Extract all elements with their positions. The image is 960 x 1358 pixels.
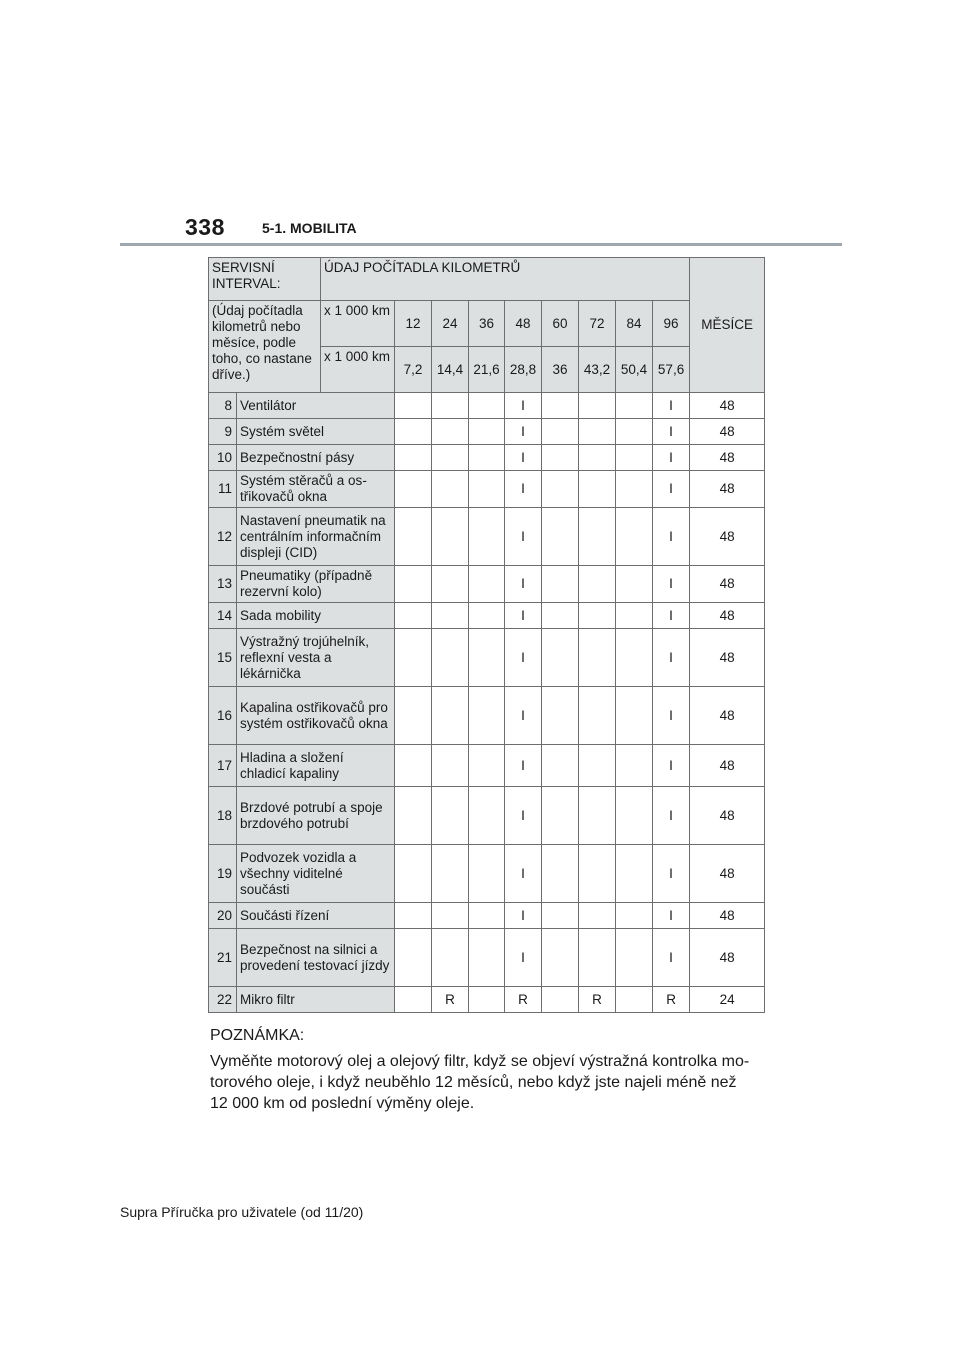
- interval-mark: [432, 745, 469, 787]
- interval-mark: [395, 419, 432, 445]
- row-number: 13: [209, 566, 237, 603]
- table-row: [209, 471, 765, 508]
- interval-mark: I: [653, 745, 690, 787]
- row-months: 48: [690, 445, 765, 471]
- row-item: Hladina a složení chladicí kapaliny: [237, 745, 395, 787]
- interval-mark: I: [505, 687, 542, 745]
- interval-mark: [395, 903, 432, 929]
- row-number: 22: [209, 987, 237, 1013]
- interval-mark: [432, 419, 469, 445]
- interval-mark: [542, 471, 579, 508]
- interval-mark: [432, 393, 469, 419]
- interval-mark: [395, 987, 432, 1013]
- interval-mark: [579, 471, 616, 508]
- interval-mark: [579, 629, 616, 687]
- interval-mark: I: [653, 445, 690, 471]
- interval-mark: [579, 603, 616, 629]
- interval-mark: [579, 845, 616, 903]
- interval-mark: [395, 929, 432, 987]
- interval-mark: [616, 687, 653, 745]
- row-number: 12: [209, 508, 237, 566]
- interval-mark: [432, 508, 469, 566]
- row-item: Podvozek vozidla a všechny viditelné součásti: [237, 845, 395, 903]
- interval-mark: [616, 929, 653, 987]
- interval-mark: R: [579, 987, 616, 1013]
- miles-value: 57,6: [653, 347, 690, 393]
- table-row: [209, 745, 765, 787]
- interval-mark: [542, 745, 579, 787]
- interval-mark: [469, 471, 505, 508]
- km-value: 60: [542, 301, 579, 347]
- row-number: 19: [209, 845, 237, 903]
- row-months: 48: [690, 903, 765, 929]
- interval-mark: [616, 393, 653, 419]
- interval-mark: I: [505, 508, 542, 566]
- row-months: 48: [690, 603, 765, 629]
- interval-mark: I: [505, 393, 542, 419]
- interval-mark: [616, 903, 653, 929]
- km-value: 36: [469, 301, 505, 347]
- row-item: Bezpečnost na silnici a provedení testovací jízdy: [237, 929, 395, 987]
- row-number: 21: [209, 929, 237, 987]
- interval-mark: [542, 393, 579, 419]
- interval-mark: I: [505, 903, 542, 929]
- row-number: 9: [209, 419, 237, 445]
- interval-mark: I: [653, 929, 690, 987]
- table-row: [209, 629, 765, 687]
- km-unit-label: x 1 000 km: [321, 301, 395, 347]
- interval-mark: [542, 929, 579, 987]
- row-number: 11: [209, 471, 237, 508]
- interval-mark: [395, 471, 432, 508]
- interval-mark: [542, 687, 579, 745]
- row-number: 18: [209, 787, 237, 845]
- interval-mark: I: [653, 903, 690, 929]
- interval-mark: I: [505, 603, 542, 629]
- miles-value: 43,2: [579, 347, 616, 393]
- row-item: Ventilátor: [237, 393, 395, 419]
- section-title: 5-1. MOBILITA: [262, 220, 357, 236]
- interval-mark: [542, 508, 579, 566]
- interval-mark: [395, 445, 432, 471]
- row-months: 48: [690, 787, 765, 845]
- table-row: [209, 603, 765, 629]
- interval-mark: I: [653, 471, 690, 508]
- km-value: 48: [505, 301, 542, 347]
- row-number: 15: [209, 629, 237, 687]
- note-label: POZNÁMKA:: [210, 1027, 305, 1044]
- interval-mark: [542, 787, 579, 845]
- interval-mark: [616, 629, 653, 687]
- table-row: [209, 987, 765, 1013]
- km-value: 96: [653, 301, 690, 347]
- interval-mark: I: [653, 603, 690, 629]
- interval-mark: [542, 445, 579, 471]
- maintenance-table: [208, 257, 765, 1013]
- interval-mark: [579, 508, 616, 566]
- table-row: [209, 687, 765, 745]
- interval-mark: [432, 845, 469, 903]
- table-row: [209, 508, 765, 566]
- interval-mark: I: [653, 566, 690, 603]
- interval-mark: [432, 603, 469, 629]
- interval-mark: [395, 393, 432, 419]
- row-item: Bezpečnostní pásy: [237, 445, 395, 471]
- row-months: 24: [690, 987, 765, 1013]
- interval-mark: [579, 929, 616, 987]
- miles-value: 21,6: [469, 347, 505, 393]
- table-row: [209, 845, 765, 903]
- row-number: 20: [209, 903, 237, 929]
- interval-mark: I: [505, 566, 542, 603]
- interval-mark: I: [653, 393, 690, 419]
- interval-mark: [432, 471, 469, 508]
- interval-mark: I: [653, 845, 690, 903]
- header-divider: [120, 243, 842, 246]
- row-number: 16: [209, 687, 237, 745]
- interval-mark: [469, 603, 505, 629]
- row-months: 48: [690, 419, 765, 445]
- interval-mark: [542, 903, 579, 929]
- odometer-label: ÚDAJ POČÍTADLA KILOMETRŮ: [321, 258, 690, 301]
- row-months: 48: [690, 629, 765, 687]
- interval-mark: [395, 629, 432, 687]
- interval-mark: [469, 929, 505, 987]
- row-item: Kapalina ostřikovačů pro systém ostřikovačů okna: [237, 687, 395, 745]
- interval-mark: [395, 603, 432, 629]
- interval-mark: I: [505, 445, 542, 471]
- row-item: Brzdové potrubí a spoje brzdového potrubí: [237, 787, 395, 845]
- interval-mark: [616, 419, 653, 445]
- miles-value: 14,4: [432, 347, 469, 393]
- service-interval-label: SERVISNÍ INTERVAL:: [209, 258, 321, 301]
- interval-mark: [616, 845, 653, 903]
- row-item: Mikro filtr: [237, 987, 395, 1013]
- interval-mark: [469, 787, 505, 845]
- interval-mark: I: [505, 629, 542, 687]
- interval-mark: I: [653, 629, 690, 687]
- interval-mark: [579, 687, 616, 745]
- interval-mark: [579, 419, 616, 445]
- interval-mark: [395, 566, 432, 603]
- interval-mark: [542, 629, 579, 687]
- table-row: [209, 566, 765, 603]
- row-months: 48: [690, 508, 765, 566]
- interval-mark: [432, 903, 469, 929]
- page-number: 338: [185, 214, 225, 240]
- interval-mark: [432, 445, 469, 471]
- interval-mark: R: [505, 987, 542, 1013]
- interval-mark: [616, 471, 653, 508]
- interval-mark: [616, 508, 653, 566]
- interval-mark: [395, 745, 432, 787]
- row-item: Pneumatiky (případně rezervní kolo): [237, 566, 395, 603]
- interval-mark: I: [505, 745, 542, 787]
- interval-mark: [579, 566, 616, 603]
- row-item: Sada mobility: [237, 603, 395, 629]
- km-value: 84: [616, 301, 653, 347]
- miles-value: 36: [542, 347, 579, 393]
- interval-mark: [579, 745, 616, 787]
- interval-mark: I: [505, 471, 542, 508]
- miles-value: 7,2: [395, 347, 432, 393]
- interval-mark: I: [505, 419, 542, 445]
- interval-mark: [469, 745, 505, 787]
- interval-mark: I: [505, 845, 542, 903]
- interval-mark: [469, 903, 505, 929]
- interval-mark: I: [653, 687, 690, 745]
- interval-mark: [579, 903, 616, 929]
- table-row: [209, 929, 765, 987]
- interval-mark: [432, 787, 469, 845]
- interval-mark: [469, 987, 505, 1013]
- miles-unit-label: x 1 000 km: [321, 347, 395, 393]
- miles-value: 50,4: [616, 347, 653, 393]
- interval-mark: [395, 687, 432, 745]
- note-text: Vyměňte motorový olej a olejový filtr, když se objeví výstražná kontrolka motorového oleje, i když neuběhlo 12 měsíců, nebo když jste najeli méně než 12 000 km od poslední výměny oleje.: [210, 1053, 750, 1112]
- table-row: [209, 419, 765, 445]
- interval-mark: R: [432, 987, 469, 1013]
- interval-mark: [579, 787, 616, 845]
- interval-mark: [542, 845, 579, 903]
- km-value: 12: [395, 301, 432, 347]
- row-number: 8: [209, 393, 237, 419]
- interval-mark: [432, 566, 469, 603]
- interval-mark: I: [505, 787, 542, 845]
- interval-mark: [432, 629, 469, 687]
- table-row: [209, 787, 765, 845]
- row-number: 14: [209, 603, 237, 629]
- row-months: 48: [690, 687, 765, 745]
- interval-mark: [395, 787, 432, 845]
- interval-mark: [616, 445, 653, 471]
- row-number: 10: [209, 445, 237, 471]
- interval-mark: I: [653, 508, 690, 566]
- interval-mark: [542, 603, 579, 629]
- table-row: [209, 445, 765, 471]
- interval-mark: [542, 987, 579, 1013]
- interval-mark: [395, 845, 432, 903]
- interval-mark: [432, 687, 469, 745]
- interval-mark: [616, 787, 653, 845]
- row-months: 48: [690, 393, 765, 419]
- interval-mark: [616, 987, 653, 1013]
- interval-mark: [469, 845, 505, 903]
- interval-mark: [469, 687, 505, 745]
- interval-mark: [395, 508, 432, 566]
- row-months: 48: [690, 471, 765, 508]
- table-row: [209, 393, 765, 419]
- interval-mark: [616, 745, 653, 787]
- interval-mark: [432, 929, 469, 987]
- interval-mark: [579, 393, 616, 419]
- row-number: 17: [209, 745, 237, 787]
- row-item: Nastavení pneumatik na centrálním informačním displeji (CID): [237, 508, 395, 566]
- interval-note: (Údaj počítadla kilometrů nebo měsíce, podle toho, co nastane dříve.): [209, 301, 321, 393]
- table-row: [209, 903, 765, 929]
- km-value: 24: [432, 301, 469, 347]
- interval-mark: [579, 445, 616, 471]
- row-item: Systém světel: [237, 419, 395, 445]
- footer-text: Supra Příručka pro uživatele (od 11/20): [120, 1204, 364, 1220]
- interval-mark: [542, 566, 579, 603]
- row-item: Systém stěračů a ostřikovačů okna: [237, 471, 395, 508]
- row-item: Výstražný trojúhelník, reflexní vesta a lékárnička: [237, 629, 395, 687]
- interval-mark: [469, 419, 505, 445]
- interval-mark: [469, 508, 505, 566]
- interval-mark: [469, 629, 505, 687]
- interval-mark: [469, 445, 505, 471]
- miles-value: 28,8: [505, 347, 542, 393]
- row-months: 48: [690, 845, 765, 903]
- interval-mark: I: [653, 787, 690, 845]
- row-item: Součásti řízení: [237, 903, 395, 929]
- km-value: 72: [579, 301, 616, 347]
- months-label: MĚSÍCE: [690, 258, 765, 393]
- interval-mark: [616, 603, 653, 629]
- interval-mark: [469, 393, 505, 419]
- interval-mark: [542, 419, 579, 445]
- interval-mark: I: [505, 929, 542, 987]
- interval-mark: I: [653, 419, 690, 445]
- interval-mark: R: [653, 987, 690, 1013]
- row-months: 48: [690, 745, 765, 787]
- row-months: 48: [690, 929, 765, 987]
- interval-mark: [469, 566, 505, 603]
- interval-mark: [616, 566, 653, 603]
- row-months: 48: [690, 566, 765, 603]
